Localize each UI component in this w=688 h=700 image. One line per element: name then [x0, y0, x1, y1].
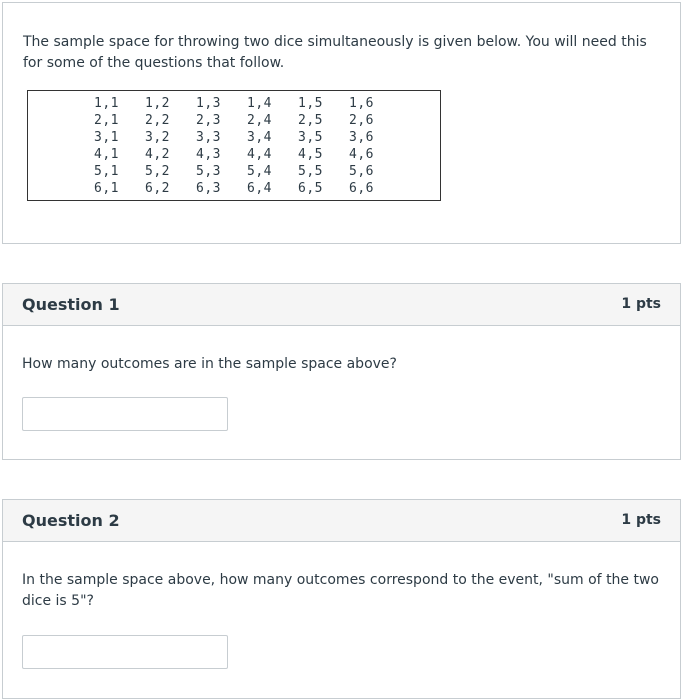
sample-space-row	[94, 129, 400, 146]
sample-space-outcome: 5,3	[196, 164, 221, 179]
sample-space-row	[94, 112, 400, 129]
sample-space-outcome: 1,6	[349, 96, 374, 111]
sample-space-outcome: 6,1	[94, 181, 119, 196]
sample-space-outcome: 1,4	[247, 96, 272, 111]
sample-space-outcome: 3,6	[349, 130, 374, 145]
sample-space-outcome: 4,4	[247, 147, 272, 162]
question-1-title: Question 1	[22, 295, 120, 314]
sample-space-outcome: 1,2	[145, 96, 170, 111]
intro-text: The sample space for throwing two dice simultaneously is given below. You will need this for some of the questions that follow.	[23, 34, 647, 71]
sample-space-outcome: 1,5	[298, 96, 323, 111]
sample-space-row	[94, 95, 400, 112]
sample-space-outcome: 4,5	[298, 147, 323, 162]
sample-space-outcome: 2,2	[145, 113, 170, 128]
sample-space-outcome: 3,3	[196, 130, 221, 145]
sample-space-outcome: 2,5	[298, 113, 323, 128]
sample-space-outcome: 3,4	[247, 130, 272, 145]
sample-space-outcome: 3,5	[298, 130, 323, 145]
sample-space-outcome: 6,6	[349, 181, 374, 196]
sample-space-outcome: 5,6	[349, 164, 374, 179]
question-2-answer-input[interactable]	[22, 635, 228, 669]
sample-space-box	[27, 90, 441, 201]
question-1-card	[2, 283, 681, 460]
question-2-header	[3, 500, 680, 542]
sample-space-outcome: 5,5	[298, 164, 323, 179]
sample-space-outcome: 2,4	[247, 113, 272, 128]
sample-space-grid	[94, 95, 400, 197]
question-2-card	[2, 499, 681, 699]
sample-space-outcome: 2,6	[349, 113, 374, 128]
sample-space-outcome: 4,3	[196, 147, 221, 162]
sample-space-outcome: 1,3	[196, 96, 221, 111]
sample-space-row	[94, 146, 400, 163]
question-2-points: 1 pts	[621, 512, 661, 528]
sample-space-row	[94, 180, 400, 197]
sample-space-outcome: 5,1	[94, 164, 119, 179]
sample-space-outcome: 4,2	[145, 147, 170, 162]
sample-space-outcome: 4,1	[94, 147, 119, 162]
sample-space-outcome: 6,5	[298, 181, 323, 196]
sample-space-outcome: 3,1	[94, 130, 119, 145]
sample-space-outcome: 6,4	[247, 181, 272, 196]
question-1-points: 1 pts	[621, 296, 661, 312]
intro-card	[2, 2, 681, 244]
sample-space-outcome: 3,2	[145, 130, 170, 145]
sample-space-outcome: 4,6	[349, 147, 374, 162]
sample-space-outcome: 6,3	[196, 181, 221, 196]
question-1-text: How many outcomes are in the sample space above?	[22, 356, 397, 372]
sample-space-row	[94, 163, 400, 180]
sample-space-outcome: 5,4	[247, 164, 272, 179]
sample-space-outcome: 2,3	[196, 113, 221, 128]
question-1-header	[3, 284, 680, 326]
sample-space-outcome: 1,1	[94, 96, 119, 111]
sample-space-outcome: 2,1	[94, 113, 119, 128]
question-2-title: Question 2	[22, 511, 120, 530]
sample-space-outcome: 6,2	[145, 181, 170, 196]
sample-space-outcome: 5,2	[145, 164, 170, 179]
question-2-text: In the sample space above, how many outcomes correspond to the event, "sum of the two dice is 5"?	[22, 572, 659, 609]
question-1-answer-input[interactable]	[22, 397, 228, 431]
